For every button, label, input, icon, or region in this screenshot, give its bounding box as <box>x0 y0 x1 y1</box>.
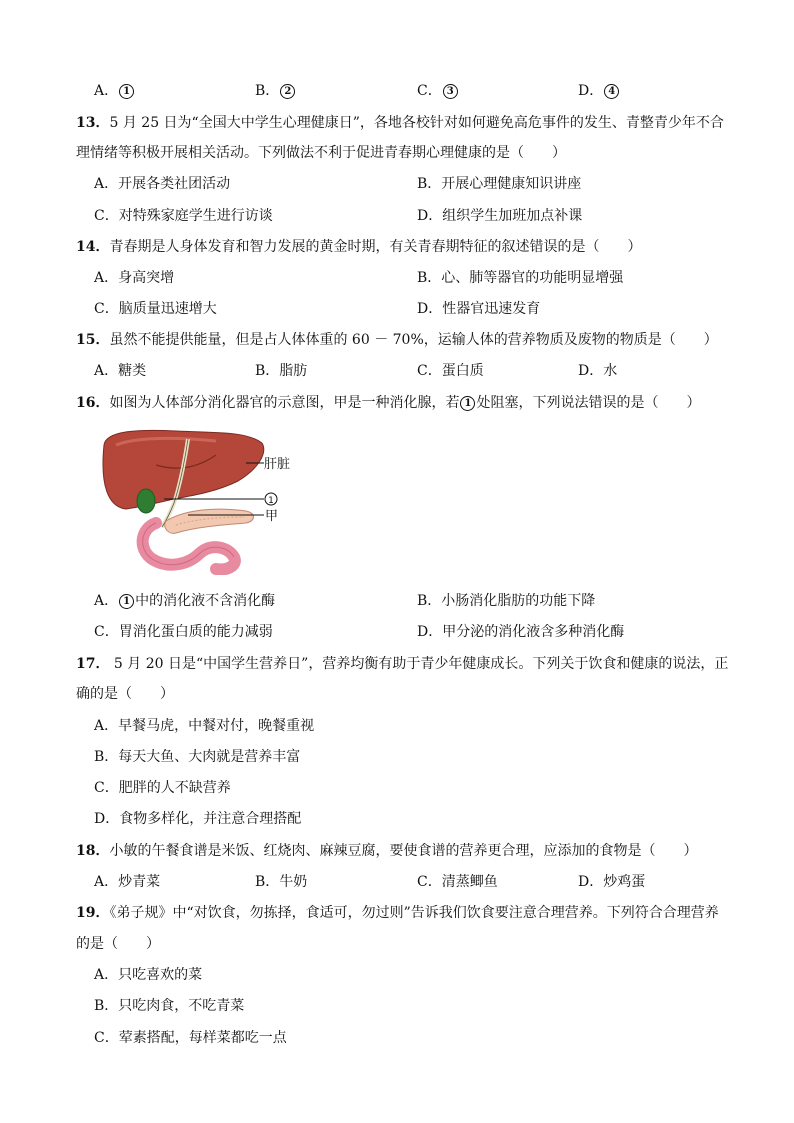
q16-text-post: 处阻塞，下列说法错误的是（ ） <box>476 395 701 411</box>
q16-stem <box>76 392 756 414</box>
q14-stem <box>76 236 756 258</box>
q16-option-a-text: 中的消化液不含消化酶 <box>135 593 276 609</box>
q19-option-c: C．荤素搭配，每样菜都吃一点 <box>94 1030 287 1046</box>
q14-text: 青春期是人身体发育和智力发展的黄金时期，有关青春期特征的叙述错误的是（ ） <box>109 239 642 255</box>
q16-number: 16． <box>76 395 110 411</box>
q17-option-d-row <box>0 808 794 830</box>
q18-stem <box>76 840 756 862</box>
q18-options <box>0 871 794 893</box>
q14-options-row1 <box>0 267 794 289</box>
q15-option-a: A．糖类 <box>94 363 147 379</box>
q17-option-a: A．早餐马虎，中餐对付，晚餐重视 <box>94 718 315 734</box>
q19-option-b-row <box>0 995 794 1017</box>
q13-option-c: C．对特殊家庭学生进行访谈 <box>94 208 273 224</box>
q17-option-d: D．食物多样化，并注意合理搭配 <box>94 811 302 827</box>
q18-option-a: A．炒青菜 <box>94 874 161 890</box>
q17-stem-line1 <box>76 653 756 675</box>
figure-marker-label: 1 <box>268 496 274 506</box>
q16-options-row2 <box>0 621 794 643</box>
q17-option-b: B．每天大鱼、大肉就是营养丰富 <box>94 749 301 765</box>
q16-option-a-prefix: A． <box>94 593 119 609</box>
q15-stem <box>76 329 756 351</box>
q15-option-c: C．蛋白质 <box>417 363 484 379</box>
q13-number: 13． <box>76 115 110 131</box>
q17-option-b-row <box>0 746 794 768</box>
q14-option-b: B．心、肺等器官的功能明显增强 <box>417 270 624 286</box>
q18-option-b: B．牛奶 <box>255 874 308 890</box>
q13-text: 5 月 25 日为“全国大中学生心理健康日”，各地各校针对如何避免高危事件的发生、青整青少年不合 <box>109 115 724 131</box>
q16-option-a <box>94 590 275 612</box>
q13-options-row2 <box>0 205 794 227</box>
q17-option-c-row <box>0 777 794 799</box>
q16-circled-marker: 1 <box>460 396 475 411</box>
q19-option-b: B．只吃肉食，不吃青菜 <box>94 998 245 1014</box>
q16-text-pre: 如图为人体部分消化器官的示意图，甲是一种消化腺，若 <box>109 395 460 411</box>
q18-option-d: D．炒鸡蛋 <box>578 874 646 890</box>
pancreas-shape <box>165 509 254 533</box>
q16-option-b: B．小肠消化脂肪的功能下降 <box>417 593 596 609</box>
q19-number: 19． <box>76 905 110 921</box>
q19-option-a: A．只吃喜欢的菜 <box>94 967 203 983</box>
q13-options-row1 <box>0 173 794 195</box>
q13-stem-line2: 理情绪等积极开展相关活动。下列做法不利于促进青春期心理健康的是（ ） <box>76 145 566 161</box>
q12-option-c: C． 3 <box>417 80 459 102</box>
q19-option-c-row <box>0 1027 794 1049</box>
q16-option-d: D．甲分泌的消化液含多种消化酶 <box>417 624 625 640</box>
q13-option-b: B．开展心理健康知识讲座 <box>417 176 582 192</box>
q15-options <box>0 360 794 382</box>
q19-text: 《弟子规》中“对饮食，勿拣择，食适可，勿过则”告诉我们饮食要注意合理营养。下列符合合理营养 <box>109 905 719 921</box>
q16-option-a-marker: 1 <box>119 594 134 609</box>
q17-text: 5 月 20 日是“中国学生营养日”，营养均衡有助于青少年健康成长。下列关于饮食和健康的说法，正 <box>109 656 729 672</box>
q12-options <box>0 80 794 102</box>
q19-stem-line1 <box>76 902 756 924</box>
gallbladder-shape <box>137 489 155 513</box>
liver-label: 肝脏 <box>264 457 291 472</box>
q16-options-row1 <box>0 590 794 612</box>
digestive-organs-figure <box>96 425 306 575</box>
q18-number: 18． <box>76 843 110 859</box>
q13-option-d: D．组织学生加班加点补课 <box>417 208 583 224</box>
q19-stem-line2: 的是（ ） <box>76 936 160 952</box>
q17-option-c: C．肥胖的人不缺营养 <box>94 780 231 796</box>
jia-label: 甲 <box>265 509 279 524</box>
q14-number: 14． <box>76 239 110 255</box>
q17-option-a-row <box>0 715 794 737</box>
q15-number: 15． <box>76 332 110 348</box>
q16-option-c: C．胃消化蛋白质的能力减弱 <box>94 624 273 640</box>
q12-option-b: B． 2 <box>255 80 296 102</box>
q14-options-row2 <box>0 298 794 320</box>
q17-stem-line2: 确的是（ ） <box>76 686 174 702</box>
q14-option-a: A．身高突增 <box>94 270 175 286</box>
q15-option-d: D．水 <box>578 363 618 379</box>
q19-option-a-row <box>0 964 794 986</box>
q14-option-c: C．脑质量迅速增大 <box>94 301 217 317</box>
q15-option-b: B．脂肪 <box>255 363 308 379</box>
q13-option-a: A．开展各类社团活动 <box>94 176 231 192</box>
q13-stem-line1 <box>76 112 756 134</box>
q12-option-a: A． 1 <box>94 80 135 102</box>
q17-number: 17． <box>76 656 110 672</box>
q12-option-d: D． 4 <box>578 80 620 102</box>
q18-text: 小敏的午餐食谱是米饭、红烧肉、麻辣豆腐，要使食谱的营养更合理，应添加的食物是（ ） <box>109 843 698 859</box>
q18-option-c: C．清蒸鲫鱼 <box>417 874 498 890</box>
q14-option-d: D．性器官迅速发育 <box>417 301 541 317</box>
q15-text: 虽然不能提供能量，但是占人体体重的 60 － 70%，运输人体的营养物质及废物的物质是（ ） <box>109 332 718 348</box>
